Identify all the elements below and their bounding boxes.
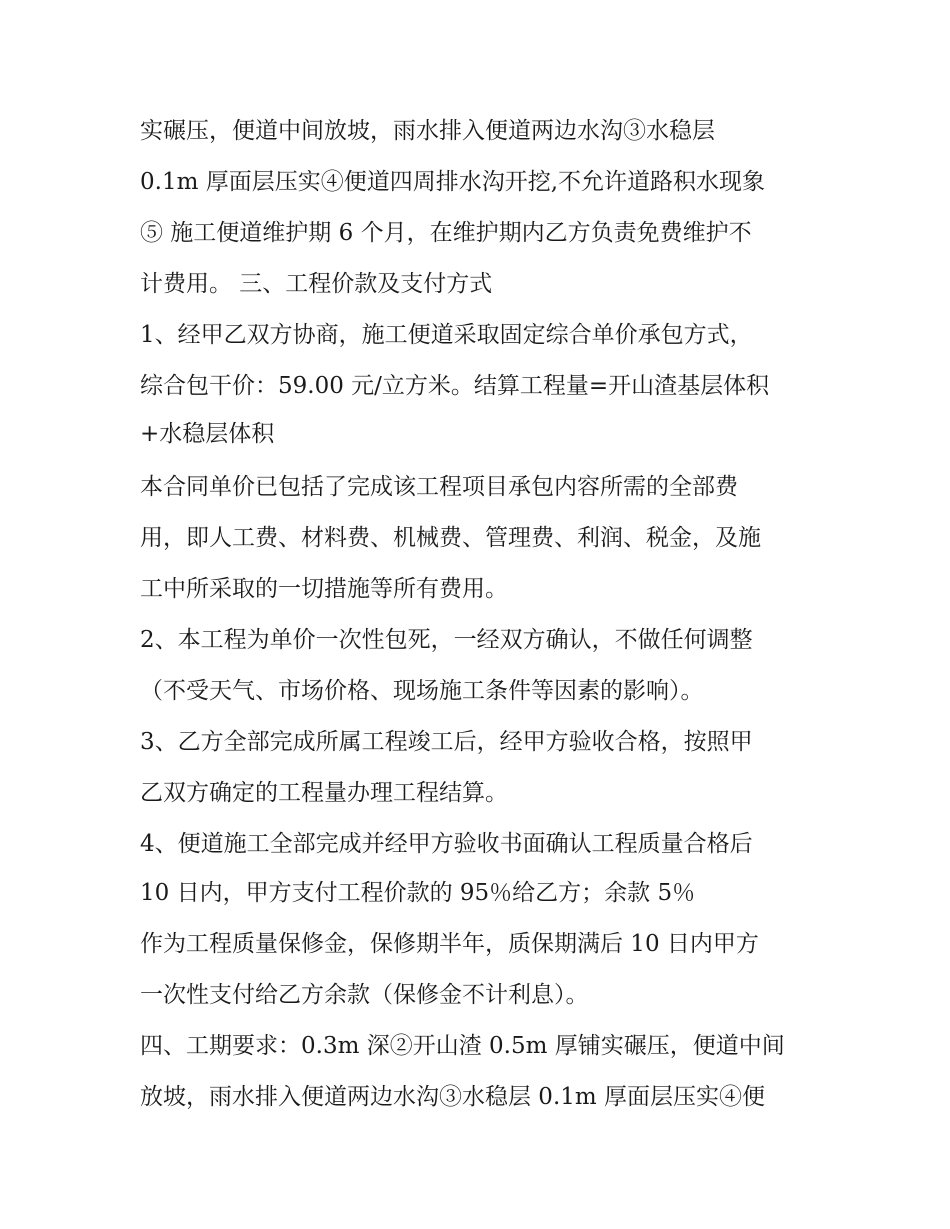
text-line: ⑤ 施工便道维护期 6 个月，在维护期内乙方负责免费维护不 bbox=[140, 220, 752, 246]
text-line: 综合包干价：59.00 元/立方米。结算工程量=开山渣基层体积 bbox=[140, 373, 770, 399]
text-line: 工中所采取的一切措施等所有费用。 bbox=[140, 576, 508, 602]
text-line: 1、经甲乙双方协商，施工便道采取固定综合单价承包方式， bbox=[140, 322, 753, 348]
text-line: +水稳层体积 bbox=[140, 421, 275, 447]
text-line: 作为工程质量保修金，保修期半年，质保期满后 10 日内甲方 bbox=[140, 931, 759, 957]
text-line: 本合同单价已包括了完成该工程项目承包内容所需的全部费 bbox=[140, 474, 738, 500]
text-line: 0.1m 厚面层压实④便道四周排水沟开挖,不允许道路积水现象 bbox=[140, 169, 766, 195]
text-line: 一次性支付给乙方余款（保修金不计利息）。 bbox=[140, 982, 589, 1008]
text-line: 放坡，雨水排入便道两边水沟③水稳层 0.1m 厚面层压实④便 bbox=[140, 1084, 766, 1110]
text-line: 10 日内，甲方支付工程价款的 95％给乙方；余款 5％ bbox=[140, 880, 696, 906]
text-line: 实碾压，便道中间放坡，雨水排入便道两边水沟③水稳层 bbox=[140, 118, 715, 144]
text-line: 4、便道施工全部完成并经甲方验收书面确认工程质量合格后 bbox=[140, 831, 753, 857]
text-line: （不受天气、市场价格、现场施工条件等因素的影响）。 bbox=[140, 678, 704, 704]
text-line: 乙双方确定的工程量办理工程结算。 bbox=[140, 780, 508, 806]
text-line: 四、工期要求：0.3m 深②开山渣 0.5m 厚铺实碾压，便道中间 bbox=[140, 1033, 785, 1059]
text-line: 2、本工程为单价一次性包死，一经双方确认，不做任何调整 bbox=[140, 627, 753, 653]
text-line: 用，即人工费、材料费、机械费、管理费、利润、税金，及施 bbox=[140, 525, 761, 551]
text-line: 3、乙方全部完成所属工程竣工后，经甲方验收合格，按照甲 bbox=[140, 729, 753, 755]
text-line: 计费用。 三、工程价款及支付方式 bbox=[140, 271, 493, 297]
